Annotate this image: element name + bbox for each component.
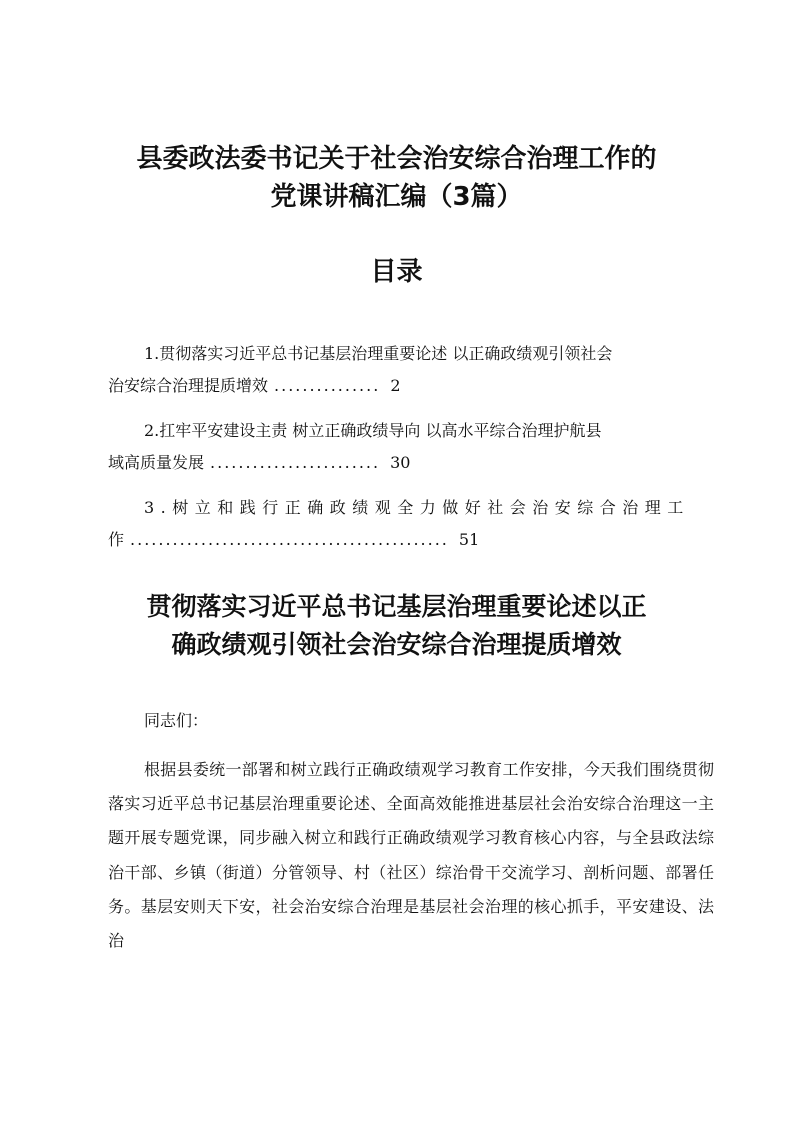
toc-entry-title-end: 作 bbox=[108, 530, 125, 549]
toc-entry-1[interactable] bbox=[108, 338, 698, 402]
document-title-line-2: 党课讲稿汇编（3篇） bbox=[270, 182, 523, 212]
toc-leader-dots: ............................................. bbox=[130, 530, 449, 549]
toc-entry-title: 3.树立和践行正确政绩观全力做好社会治安综合治理工 bbox=[144, 498, 690, 517]
document-title-line-1: 县委政法委书记关于社会治安综合治理工作的 bbox=[136, 144, 657, 174]
toc-leader-dots: ........................ bbox=[210, 453, 381, 472]
toc-entry-title-end: 治安综合治理提质增效 bbox=[108, 376, 269, 395]
toc-entry-3[interactable] bbox=[108, 492, 698, 556]
toc-entry-continuation bbox=[108, 370, 698, 402]
toc-entry-title: 2.扛牢平安建设主责 树立正确政绩导向 以高水平综合治理护航县 bbox=[144, 421, 602, 440]
toc-entry-title: 1.贯彻落实习近平总书记基层治理重要论述 以正确政绩观引领社会 bbox=[144, 344, 613, 363]
article-body bbox=[108, 704, 714, 958]
toc-entry-2[interactable] bbox=[108, 415, 698, 479]
document-title bbox=[80, 140, 713, 216]
salutation: 同志们： bbox=[144, 711, 209, 730]
toc-page-number: 51 bbox=[458, 530, 480, 549]
article-title-line-2: 确政绩观引领社会治安综合治理提质增效 bbox=[171, 630, 622, 659]
article-title bbox=[90, 588, 703, 664]
toc-entry-continuation bbox=[108, 524, 698, 556]
toc-leader-dots: ............... bbox=[274, 376, 381, 395]
body-paragraph: 根据县委统一部署和树立践行正确政绩观学习教育工作安排，今天我们围绕贯彻落实习近平总书记基层治理重要论述、全面高效能推进基层社会治安综合治理这一主题开展专题党课，同步融入树立和践行正确政绩观学习教育核心内容，与全县政法综治干部、乡镇（街道）分管领导、村（社区）综治骨干交流学习、剖析问题、部署任务。基层安则天下安，社会治安综合治理是基层社会治理的核心抓手，平安建设、法治 bbox=[108, 760, 714, 951]
toc-entry-continuation bbox=[108, 447, 698, 479]
table-of-contents bbox=[108, 338, 698, 569]
toc-page-number: 30 bbox=[390, 453, 411, 472]
toc-heading: 目录 bbox=[370, 257, 423, 287]
toc-page-number: 2 bbox=[390, 376, 401, 395]
article-title-line-1: 贯彻落实习近平总书记基层治理重要论述以正 bbox=[146, 592, 647, 621]
toc-entry-title-end: 域高质量发展 bbox=[108, 453, 205, 472]
